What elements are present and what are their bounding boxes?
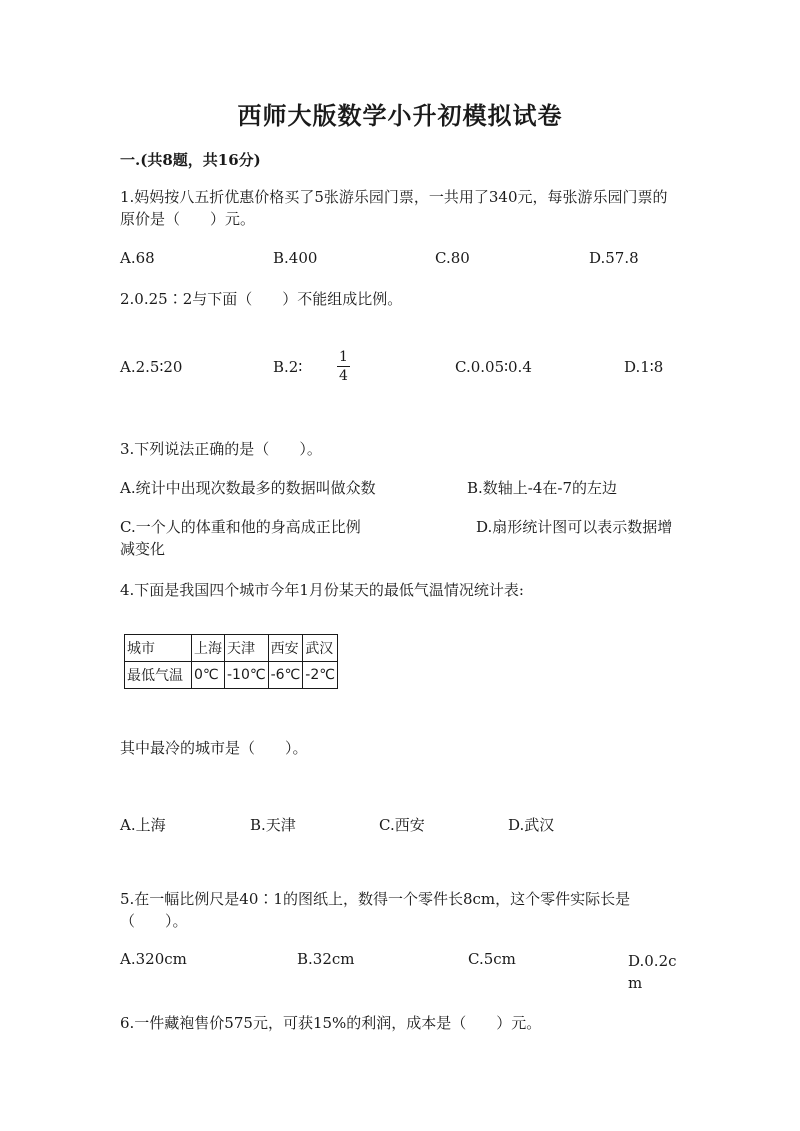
question-3-option-b: B.数轴上-4在-7的左边 xyxy=(467,479,618,497)
question-5-option-d: D.0.2cm xyxy=(628,952,677,992)
question-3-option-c: C.一个人的体重和他的身高成正比例 xyxy=(120,518,361,536)
table-header-cell: 武汉 xyxy=(303,635,338,662)
table-header-cell: 西安 xyxy=(268,635,303,662)
question-4-option-b: B.天津 xyxy=(250,816,296,834)
question-3-option-d-wrapper xyxy=(120,516,680,560)
question-5-text: 5.在一幅比例尺是40∶1的图纸上，数得一个零件长8cm，这个零件实际长是（ ）。 xyxy=(120,890,631,930)
question-1-option-b: B.400 xyxy=(273,249,318,267)
question-1-option-d: D.57.8 xyxy=(589,249,639,267)
question-3-option-d: D.扇形统计图可以表示数据增减变化 xyxy=(120,518,673,558)
question-4-option-c: C.西安 xyxy=(379,816,425,834)
question-1-option-c: C.80 xyxy=(435,249,470,267)
question-5-option-b: B.32cm xyxy=(297,950,355,968)
question-1-option-a: A.68 xyxy=(120,249,155,267)
question-4-text: 4.下面是我国四个城市今年1月份某天的最低气温情况统计表: xyxy=(120,581,524,599)
table-row xyxy=(125,662,338,689)
question-2-text: 2.0.25∶2与下面（ ）不能组成比例。 xyxy=(120,290,403,308)
question-3-text: 3.下列说法正确的是（ ）。 xyxy=(120,440,322,458)
question-4-prompt: 其中最冷的城市是（ ）。 xyxy=(120,739,308,757)
question-2-option-d: D.1∶8 xyxy=(624,358,664,376)
table-cell: 最低气温 xyxy=(125,662,192,689)
question-2-option-b: B.2∶ xyxy=(273,358,303,376)
question-2-option-b-fraction xyxy=(337,350,350,383)
fraction-numerator: 1 xyxy=(339,349,348,365)
question-2-option-c: C.0.05∶0.4 xyxy=(455,358,532,376)
table-header-cell: 上海 xyxy=(192,635,225,662)
question-5-option-c: C.5cm xyxy=(468,950,516,968)
table-header-cell: 城市 xyxy=(125,635,192,662)
table-row xyxy=(125,635,338,662)
question-6-text: 6.一件藏袍售价575元，可获15%的利润，成本是（ ）元。 xyxy=(120,1014,542,1032)
section-heading: 一.(共8题，共16分) xyxy=(120,151,261,169)
table-cell: -2℃ xyxy=(303,662,338,689)
question-4-option-d: D.武汉 xyxy=(508,816,555,834)
temperature-table xyxy=(124,634,338,689)
table-cell: -6℃ xyxy=(268,662,303,689)
question-2-option-a: A.2.5∶20 xyxy=(120,358,183,376)
question-4-option-a: A.上海 xyxy=(120,816,166,834)
table-cell: -10℃ xyxy=(225,662,269,689)
question-5-option-a: A.320cm xyxy=(120,950,187,968)
question-1-text: 1.妈妈按八五折优惠价格买了5张游乐园门票，一共用了340元，每张游乐园门票的原价是（ ）元。 xyxy=(120,188,668,228)
page-title: 西师大版数学小升初模拟试卷 xyxy=(237,101,563,130)
table-cell: 0℃ xyxy=(192,662,225,689)
table-header-cell: 天津 xyxy=(225,635,269,662)
question-3-option-a: A.统计中出现次数最多的数据叫做众数 xyxy=(120,479,376,497)
fraction-denominator: 4 xyxy=(339,368,348,384)
